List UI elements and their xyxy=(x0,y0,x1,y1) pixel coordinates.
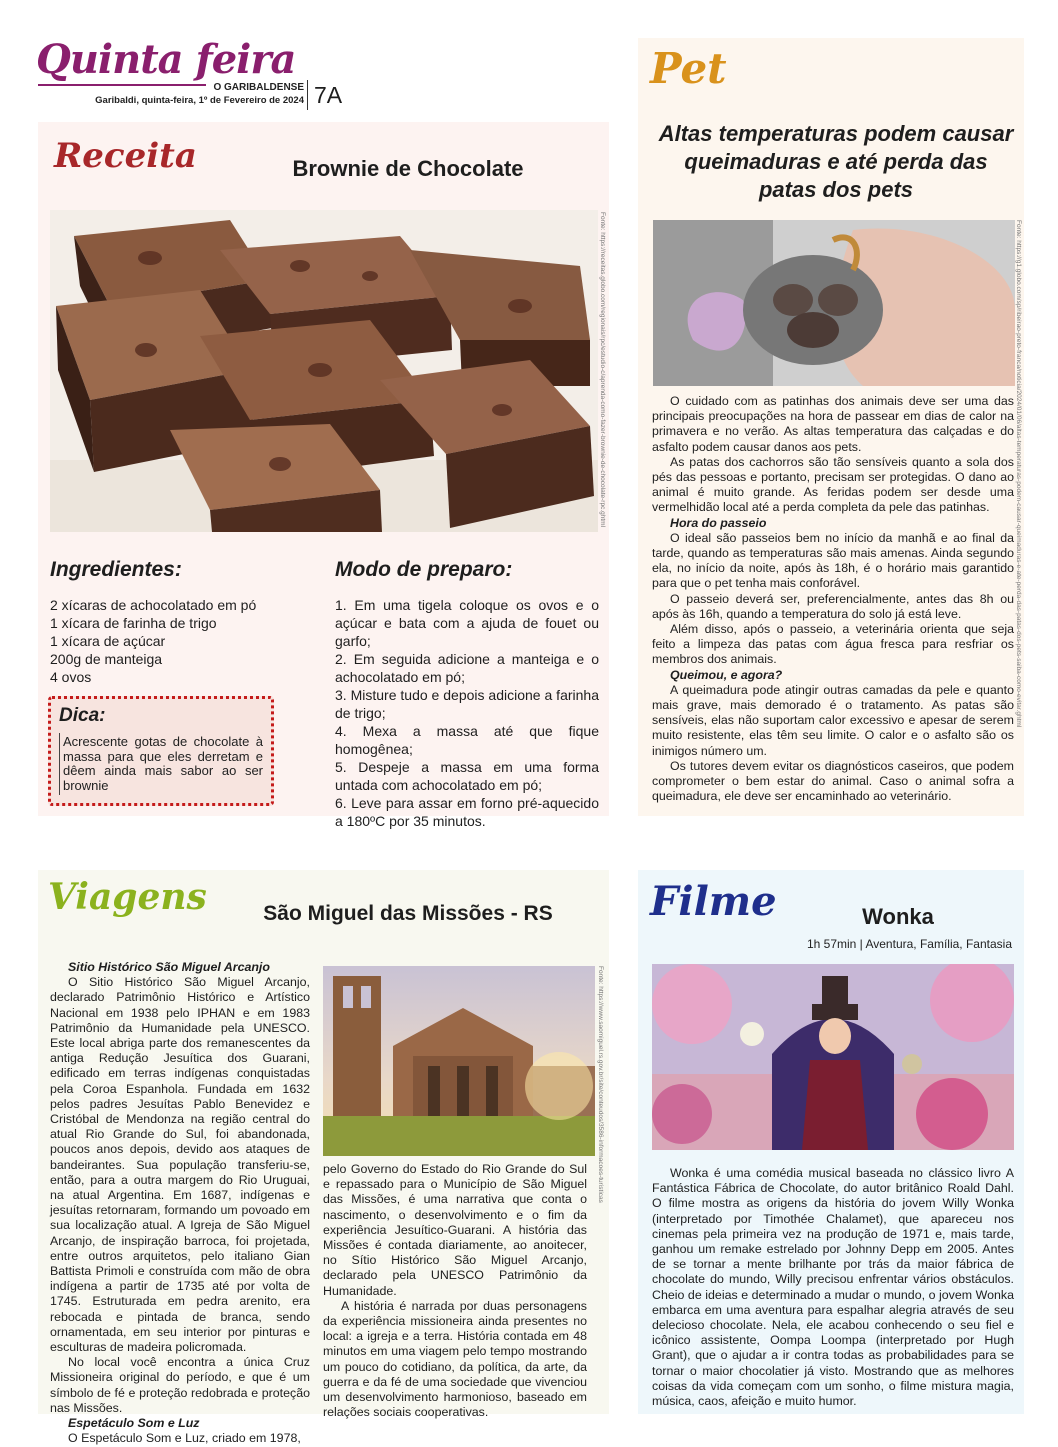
travel-paragraph: pelo Governo do Estado do Rio Grande do Sul e repassado para o Município de São Miguel das Missões, é uma narrativa que conta o nascimento, o desenvolvimento e o fim da experiência Jesuítico-Guarani. A história das Missões é contada diariamente, ao anoitecer, no Sítio Histórico São Miguel Arcanjo, declarado pela UNESCO Patrimônio da Humanidade. xyxy=(323,1162,587,1298)
travel-title: São Miguel das Missões - RS xyxy=(263,902,553,925)
travel-col2 xyxy=(323,1162,587,1420)
page-number: 7A xyxy=(314,82,343,108)
church-image xyxy=(323,966,595,1156)
method-step: 6. Leve para assar em forno pré-aquecido a 180ºC por 35 minutos. xyxy=(335,795,599,829)
face xyxy=(819,1018,851,1054)
travel-panel xyxy=(38,870,609,1446)
method-step: 2. Em seguida adicione a manteiga e o achocolatado em pó; xyxy=(335,651,599,685)
pet-paragraph: Os tutores devem evitar os diagnósticos caseiros, que podem comprometer o bem estar do animal. Caso o animal sofra a queimadura, ele deve ser encaminhado ao veterinário. xyxy=(652,758,1014,804)
film-meta: 1h 57min | Aventura, Família, Fantasia xyxy=(806,937,1012,951)
ingredients-list xyxy=(50,596,310,686)
tip-heading: Dica: xyxy=(59,705,106,726)
paw-image xyxy=(653,220,1015,386)
ingredient-item: 1 xícara de açúcar xyxy=(50,633,166,649)
travel-subheading: Espetáculo Som e Luz xyxy=(68,1416,200,1431)
travel-col1 xyxy=(50,960,310,1447)
film-panel xyxy=(638,870,1024,1414)
ingredient-item: 200g de manteiga xyxy=(50,651,163,667)
pet-subheading: Hora do passeio xyxy=(670,515,767,530)
film-title: Wonka xyxy=(862,904,934,929)
travel-paragraph: A história é narrada por duas personagens da experiência missioneira ainda presentes no local: a igreja e a terra. História contada em 48 minutos em uma viagem pelo tempo mostrando um pouco do cotidiano, da política, da arte, da guerra e da fé de uma sociedade que vivenciou um desenvolvimento harmonioso, baseado em relações sociais cooperativas. xyxy=(323,1298,587,1420)
pet-paragraph: O cuidado com as patinhas dos animais deve ser uma das principais preocupações na hora de passear em dias de calor na primavera e no verão. As altas temperatura das calçadas e do asfalto podem causar danos aos pets. xyxy=(652,394,1014,454)
travel-credit: Fonte: https://www.saomiguel.rs.gov.br/site/conteudos/3586-informacoes-turisticas xyxy=(597,966,604,1203)
tip-box xyxy=(48,696,274,806)
recipe-panel xyxy=(38,122,609,829)
method-step: 5. Despeje a massa em uma forma untada com achocolatado em pó; xyxy=(335,759,599,793)
date-line: Garibaldi, quinta-feira, 1º de Fevereiro de 2024 xyxy=(95,95,304,106)
method-heading: Modo de preparo: xyxy=(335,558,513,581)
pet-paragraph: A queimadura pode atingir outras camadas da pele e quanto mais grave, mais demorado é o tratamento. As patas são sensíveis, elas não suportam calor excessivo e apesar de serem muito resistente, elas têm seu limite. O calor e o asfalto são os inimigos número um. xyxy=(652,682,1014,758)
paw xyxy=(743,255,883,365)
filme-label: Filme xyxy=(650,878,777,925)
pet-paragraph: O ideal são passeios bem no início da manhã e ao final da tarde, quando as temperaturas são mais amenas. Ainda segundo ela, no início da noite, após às 18h, é o horário mais garantido para que o pet tenha mais conforável. xyxy=(652,530,1014,591)
pet-paragraph: O passeio deverá ser, preferencialmente, antes das 8h ou após às 16h, quando a temperatura do solo já está leve. xyxy=(652,591,1014,621)
sun-glow xyxy=(525,1052,593,1120)
method-step: 3. Misture tudo e depois adicione a farinha de trigo; xyxy=(335,687,599,721)
method-step: 1. Em uma tigela coloque os ovos e o açúcar e bata com a ajuda de fouet ou garfo; xyxy=(335,597,599,649)
bell-tower xyxy=(333,976,381,1116)
glove-finger xyxy=(688,292,746,350)
travel-paragraph: No local você encontra a única Cruz Missioneira original do período, e que é um símbolo de fé e proteção redobrada e proteção nas Missões. xyxy=(50,1355,310,1415)
quinta-feira-title: Quinta feira xyxy=(36,36,296,83)
ingredient-item: 1 xícara de farinha de trigo xyxy=(50,615,217,631)
pet-panel xyxy=(638,38,1024,816)
recipe-credit: Fonte: https://receitas.globo.com/regionais/rpc/estudio-c/aprenda-como-fazer-brownie-de-chocolate-rpc.ghtml xyxy=(599,212,606,528)
travel-paragraph: O Sitio Histórico São Miguel Arcanjo, declarado Patrimônio Histórico e Artístico Nacional em 1938 pelo IPHAN e em 1983 Patrimônio da Humanidade pela UNESCO. Este local abriga parte dos remanescentes da antiga Redução Jesuítica dos Guarani, edificado em terras indígenas conquistadas pela Coroa Espanhola. Fundada em 1632 pelos padres Jesuítas Pablo Benevidez e Cristóbal de Mendonza na região central do atual Rio Grande do Sul, foi abandonada, poucos anos depois, devido aos ataques de bandeirantes. Sua população transferiu-se, então, para a outra margem do Rio Uruguai, na atual Argentina. Em 1687, indígenas e jesuítas retornaram, formando um povoado em sua localização atual. A Igreja de São Miguel Arcanjo, de inspiração barroca, foi projetada, entre outros arquitetos, pelo italiano Gian Battista Primoli e construída com mão de obra indígena a partir de 1735 até por volta de 1745. Estruturada em pedra arenito, era rebocada e pintada de branca, sendo ornamentada, em seu interior por pinturas e esculturas de madeira policromada. xyxy=(50,975,310,1355)
method-list xyxy=(335,596,599,830)
recipe-title: Brownie de Chocolate xyxy=(292,156,524,181)
top-hat xyxy=(812,1004,858,1020)
wonka-poster-image xyxy=(652,964,1014,1150)
receita-label: Receita xyxy=(54,136,197,176)
newspaper-name: O GARIBALDENSE xyxy=(213,82,304,93)
brownie-image xyxy=(50,210,598,532)
tip-text: Acrescente gotas de chocolate à massa para que eles derretam e dêem ainda mais sabor ao ser brownie xyxy=(63,734,263,793)
pet-credit: Fonte: https://g1.globo.com/sp/ribeirao-preto-franca/noticia/2024/01/06/altas-temperaturas-podem-causar-queimaduras-e-ate-perda-das-patas-dos-pets-saiba-como-evitar.ghtml xyxy=(1015,220,1022,728)
viagens-label: Viagens xyxy=(48,876,207,918)
ingredient-item: 2 xícaras de achocolatado em pó xyxy=(50,597,257,613)
pet-paragraph: As patas dos cachorros são tão sensíveis quanto a sola dos pés das pessoas e portanto, precisam ser protegidas. O dano ao animal é muito grande. As feridas podem ser desde uma vermelhidão local até a perda completa da pele das patinhas. xyxy=(652,454,1014,515)
tip-text-rule xyxy=(59,733,60,795)
pet-label: Pet xyxy=(650,44,727,93)
header-divider xyxy=(307,80,308,110)
ingredient-item: 4 ovos xyxy=(50,669,92,685)
method-step: 4. Mexa a massa até que fique homogênea; xyxy=(335,723,599,757)
travel-subheading: Sitio Histórico São Miguel Arcanjo xyxy=(68,960,270,974)
travel-paragraph: O Espetáculo Som e Luz, criado em 1978, xyxy=(68,1431,301,1446)
coat xyxy=(802,1060,868,1150)
pet-paragraph: Além disso, após o passeio, a veterinária orienta que seja feito a limpeza das patas com água fresca para resfriar os membros dos animais. xyxy=(652,622,1014,667)
pet-subheading: Queimou, e agora? xyxy=(670,667,783,682)
header-underline xyxy=(38,84,206,86)
film-body xyxy=(652,1166,1014,1409)
film-paragraph: Wonka é uma comédia musical baseada no clássico livro A Fantástica Fábrica de Chocolate, do autor britânico Roald Dahl. O filme mostra as origens da história do jovem Willy Wonka (interpretado por Timothée Chalamet), que apareceu nos cinemas pela primeira vez na produção de 1971 e, mais tarde, ganhou um remake estrelado por Johnny Depp em 2005. Antes de se tornar a mente brilhante por trás da maior fábrica de chocolate do mundo, Willy precisou enfrentar vários obstáculos. Cheio de ideias e determinado a mudar o mundo, o jovem Wonka embarca em uma aventura para espalhar alegria através de seu delecioso chocolate. Nela, ele acabou conhecendo o seu fiel e icônico assistente, Oompa Loompa (interpretado por Hugh Grant), que o ajudar a ir contra todas as probabilidades para se tornar o maior chocolatier já visto. Mostrando que as melhores coisas da vida começam com um sonho, o filme mistura magia, música, caos, afeição e muito humor. xyxy=(652,1166,1014,1409)
pet-body xyxy=(652,394,1014,804)
ingredients-heading: Ingredientes: xyxy=(50,558,182,581)
pet-title: Altas temperaturas podem causar queimaduras e até perda das patas dos pets xyxy=(658,121,1014,202)
